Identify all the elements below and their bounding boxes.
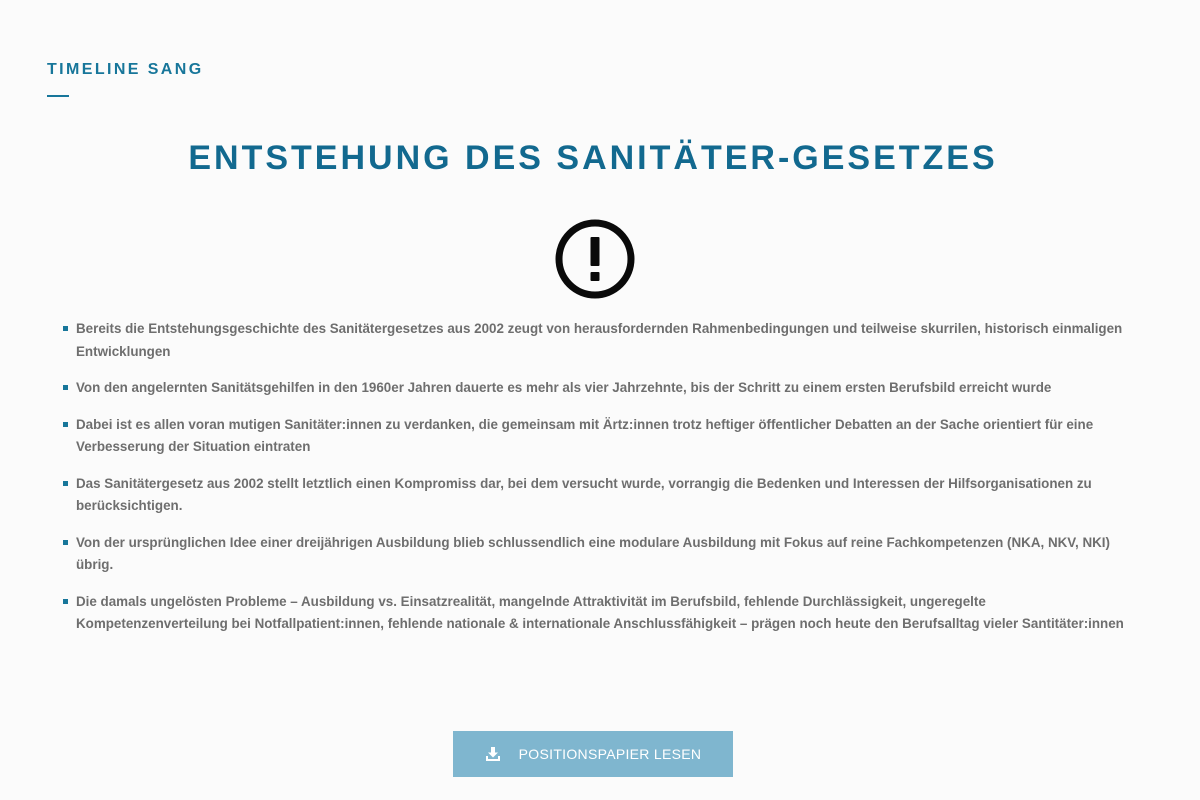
list-item (63, 532, 1133, 577)
list-item-text: Dabei ist es allen voran mutigen Sanitäter:innen zu verdanken, die gemeinsam mit Ärtz:innen trotz heftiger öffentlicher Debatten an der Sache orientiert für eine Verbesserung der Situation eintraten (76, 416, 1094, 454)
button-label: POSITIONSPAPIER LESEN (518, 746, 702, 762)
page-title: ENTSTEHUNG DES SANITÄTER-GESETZES (188, 139, 998, 177)
read-position-paper-button[interactable] (453, 731, 733, 777)
list-item-text: Von den angelernten Sanitätsgehilfen in den 1960er Jahren dauerte es mehr als vier Jahrzehnte, bis der Schritt zu einem ersten Berufsbild erreicht wurde (76, 380, 1052, 395)
list-item (63, 318, 1133, 363)
list-item-text: Von der ursprünglichen Idee einer dreijährigen Ausbildung blieb schlussendlich eine modulare Ausbildung mit Fokus auf reine Fachkompetenzen (NKA, NKV, NKI) übrig. (76, 534, 1110, 572)
bullet-marker (63, 385, 68, 390)
list-item (63, 377, 1133, 400)
bullet-marker (63, 540, 68, 545)
list-item-text: Bereits die Entstehungsgeschichte des Sanitätergesetzes aus 2002 zeugt von herausfordernden Rahmenbedingungen und teilweise skurrilen, historisch einmaligen Entwicklungen (76, 321, 1123, 359)
bullet-marker (63, 481, 68, 486)
list-item (63, 473, 1133, 518)
list-item-text: Die damals ungelösten Probleme – Ausbildung vs. Einsatzrealität, mangelnde Attraktivität im Berufsbild, fehlende Durchlässigkeit, ungeregelte Kompetenzenverteilung bei Notfallpatient:innen, fehlende nationale & internationale Anschlussfähigkeit – prägen noch heute den Berufsalltag vieler Santitäter:innen (76, 593, 1124, 631)
list-item (63, 414, 1133, 459)
bullet-marker (63, 326, 68, 331)
section-eyebrow: TIMELINE SANG (47, 61, 204, 78)
bullet-marker (63, 599, 68, 604)
download-icon (485, 746, 501, 762)
list-item-text: Das Sanitätergesetz aus 2002 stellt letztlich einen Kompromiss dar, bei dem versucht wurde, vorrangig die Bedenken und Interessen der Hilfsorganisationen zu berücksichtigen. (76, 475, 1092, 513)
bullet-marker (63, 422, 68, 427)
bullet-list (63, 318, 1133, 650)
eyebrow-divider (47, 95, 69, 97)
alert-circle-icon (554, 218, 636, 300)
list-item (63, 591, 1133, 636)
